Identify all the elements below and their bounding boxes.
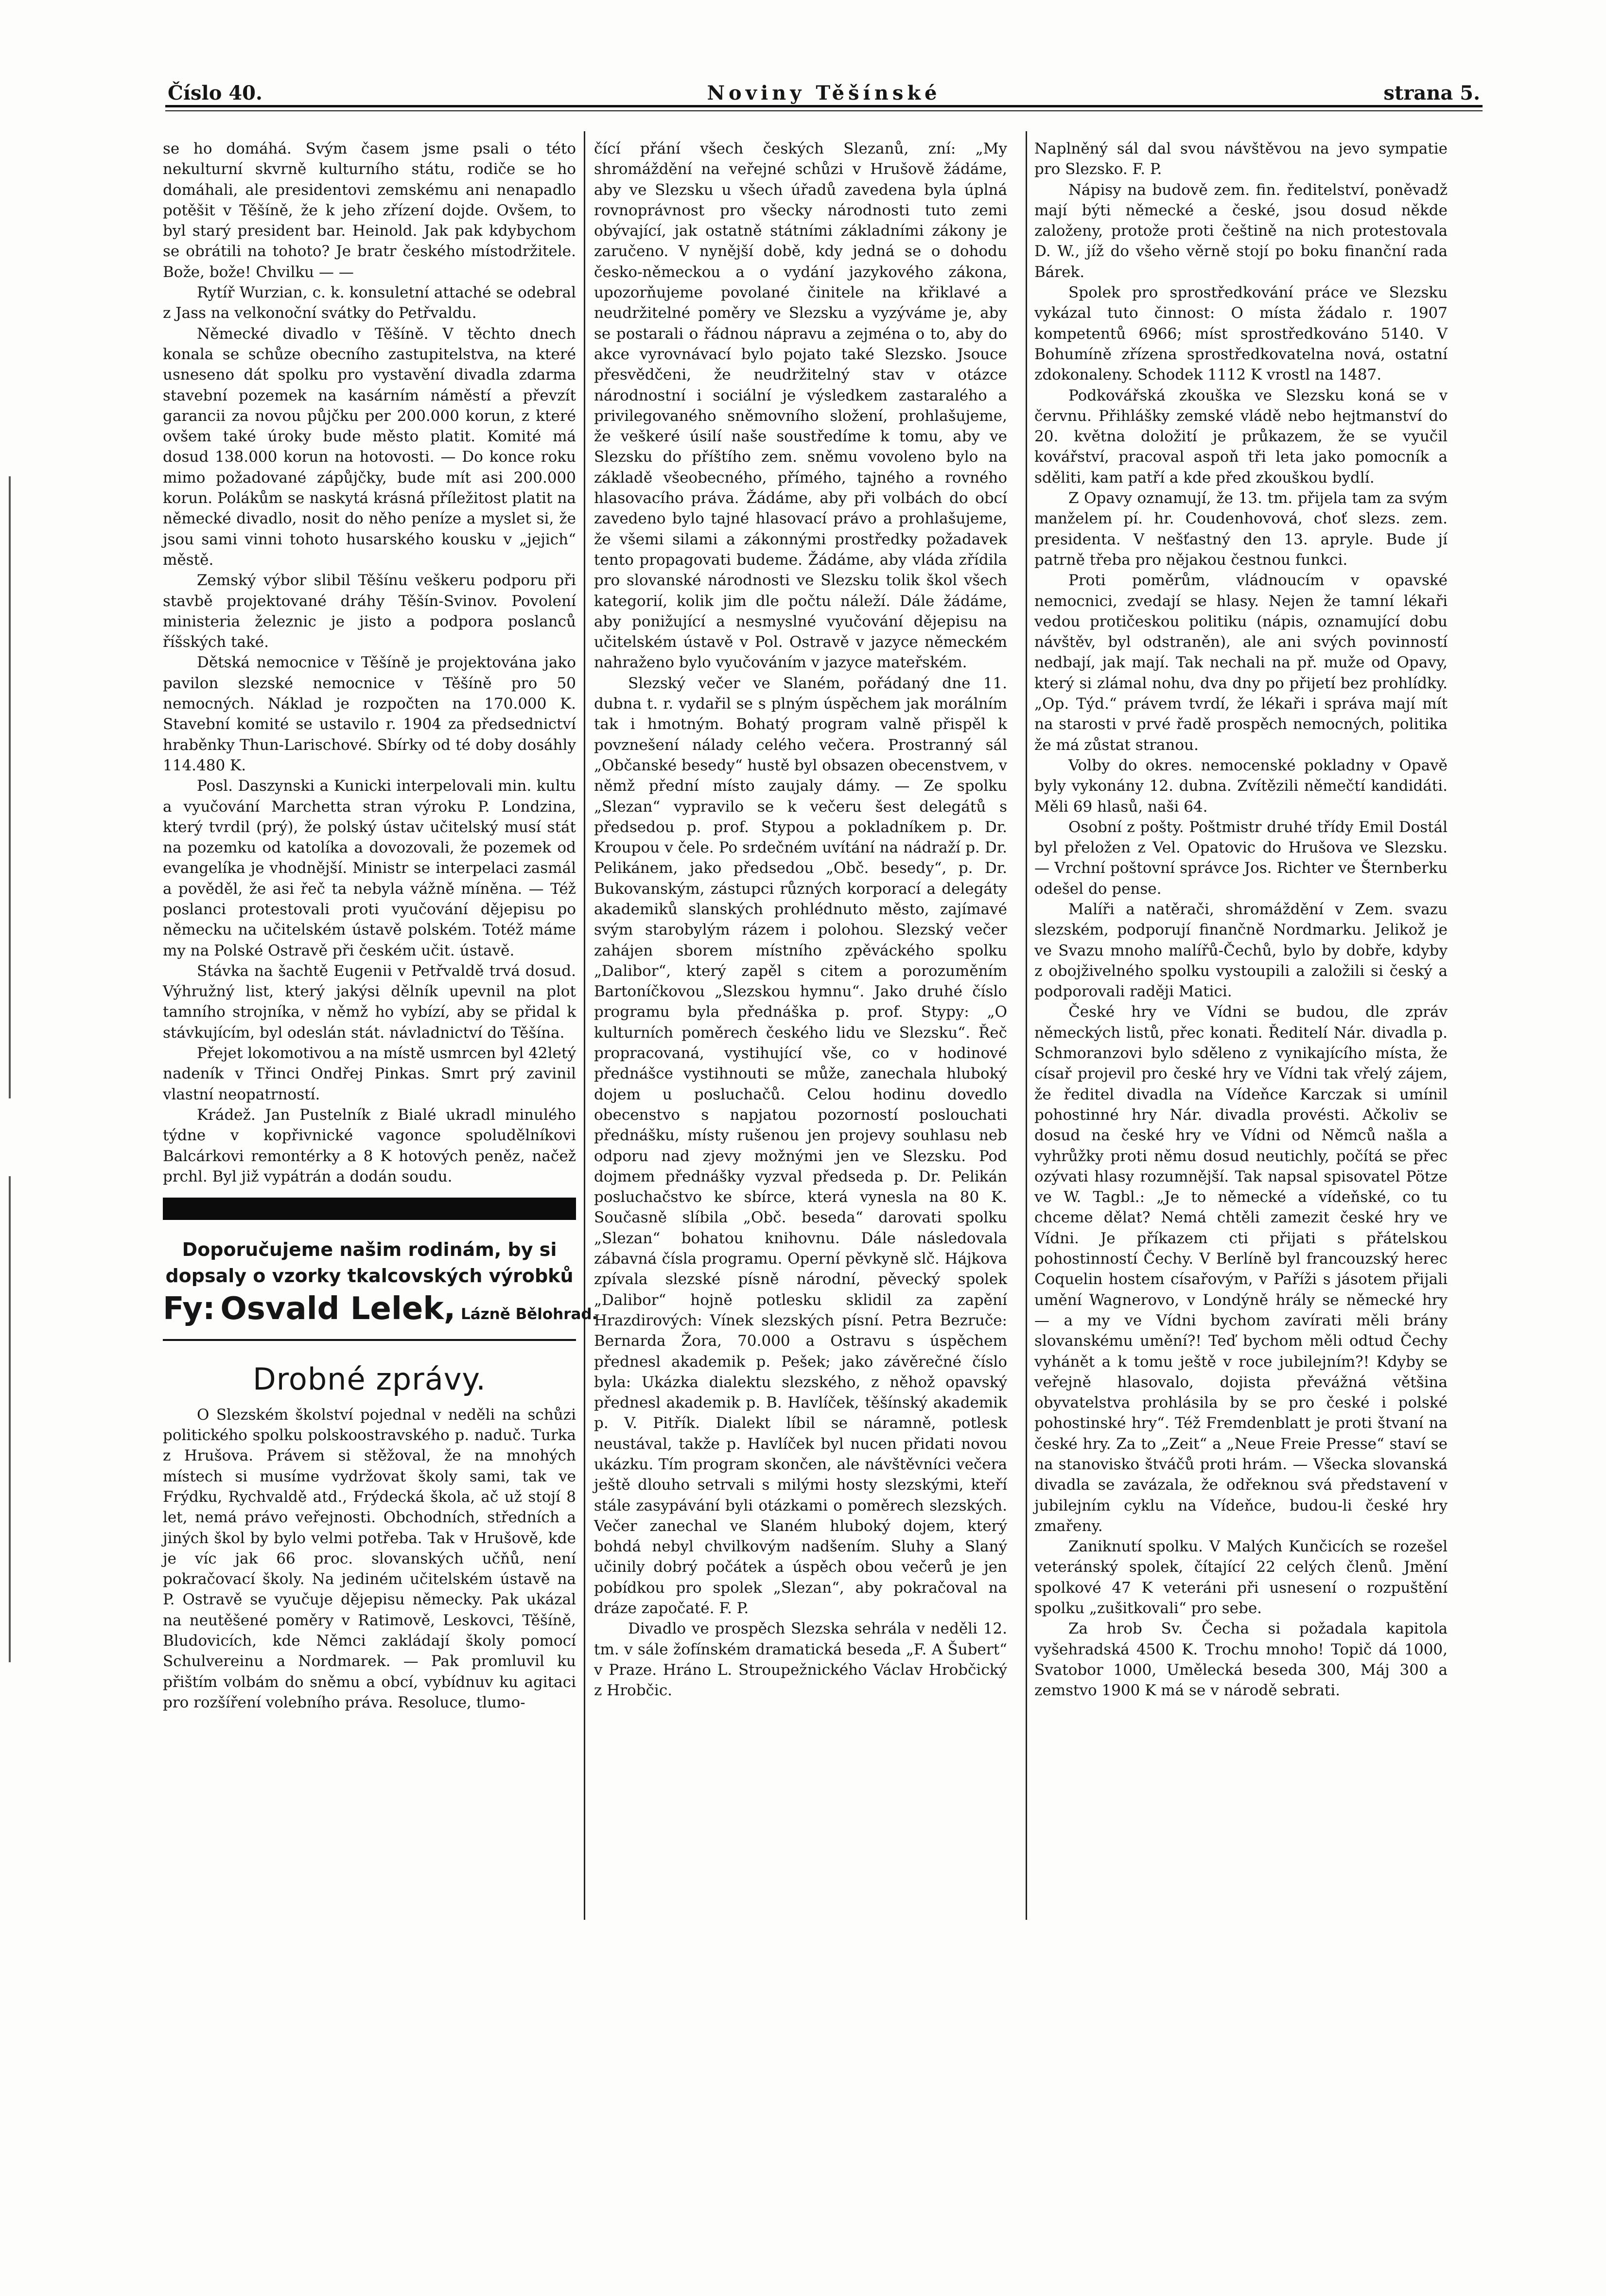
advert-text: Doporučujeme našim rodinám, by si dopsaly o vzorky tkalcovských výrobků <box>165 1239 574 1287</box>
article-paragraph: Zaniknutí spolku. V Malých Kunčicích se rozešel veteránský spolek, čítající 22 celých členů. Jmění spolkové 47 K veteráni při usnesení o rozpuštění spolku „zušitkovali“ pro sebe. <box>1034 1538 1448 1618</box>
article-paragraph: Malíři a natěrači, shromáždění v Zem. svazu slezském, podporují finančně Nordmarku. Jelikož je ve Svazu mnoho malířů-Čechů, bylo by dobře, kdyby z obojživelného spolku vystoupili a založili si český a podporovali raději Matici. <box>1034 900 1448 1001</box>
article-paragraph: Z Opavy oznamují, že 13. tm. přijela tam za svým manželem pí. hr. Coudenhovová, choť slezs. zem. presidenta. V nešťastný den 13. apryle. Bude jí patrně třeba pro nějakou čestnou funkci. <box>1034 489 1448 569</box>
issue-number: Číslo 40. <box>168 82 262 104</box>
article-paragraph: Spolek pro sprostředkování práce ve Slezsku vykázal tuto činnost: O místa žádalo r. 1907 kompetentů 6966; míst sprostředkováno 5140. V Bohumíně zřízena sprostředkovatelna nová, ostatní zdokonaleny. Schodek 1112 K vrostl na 1487. <box>1034 284 1448 384</box>
article-paragraph: Posl. Daszynski a Kunicki interpelovali min. kultu a vyučování Marchetta stran výroku P. Londzina, který tvrdil (prý), že polský ústav učitelský musí stát na pozemku od katolíka a dovozovali, že pozemek od evangelíka je vhodnější. Ministr se interpelaci zasmál a pověděl, že asi řeč ta nebyla vážně míněna. — Též poslanci protestovali proti vyučování dějepisu po německu na učitelském ústavě polském. Totéž máme my na Polské Ostravě při českém učit. ústavě. <box>163 777 576 959</box>
article-paragraph: čící přání všech českých Slezanů, zní: „My shromáždění na veřejné schůzi v Hrušově žádáme, aby ve Slezsku u všech úřadů zavedena byla úplná rovnoprávnost pro všecky národnosti tuto zemi obývající, jak ostatně státními základními zákony je zaručeno. V nynější době, kdy jedná se o dohodu česko-německou a o vydání jazykového zákona, upozorňujeme povolané činitele na křiklavé a neudržitelné poměry ve Slezsku a vyzýváme je, aby se postarali o řádnou nápravu a zejména o to, aby do akce vyrovnávací bylo pojato také Slezsko. Jsouce přesvědčeni, že neudržitelný stav v otázce národnostní i sociální je výsledkem zastaralého a privilegovaného sněmovního složení, prohlašujeme, že veškeré úsilí naše soustředíme k tomu, aby ve Slezsku do příštího zem. sněmu vovoleno bylo na základě všeobecného, přímého, tajného a rovného hlasovacího práva. Žádáme, aby při volbách do obcí zavedeno bylo tajné hlasovací právo a prohlašujeme, že všemi silami a zákonnými prostředky požadavek tento propagovati budeme. Žádáme, aby vláda zřídila pro slovanské národnosti ve Slezsku tolik škol všech kategorií, kolik jim dle počtu náleží. Dále žádáme, aby ponižující a nesmyslné vyučování dějepisu na učitelském ústavě v Pol. Ostravě v jazyce německém nahraženo bylo vyučováním v jazyce mateřském. <box>594 140 1007 672</box>
article-paragraph: Divadlo ve prospěch Slezska sehrála v neděli 12. tm. v sále žofínském dramatická beseda „F. A Šubert“ v Praze. Hráno L. Stroupežnického Václav Hrobčický z Hrobčic. <box>594 1620 1007 1700</box>
scan-edge-mark <box>9 476 11 1098</box>
article-paragraph: Osobní z pošty. Poštmistr druhé třídy Emil Dostál byl přeložen z Vel. Opatovic do Hrušova ve Slezsku. — Vrchní poštovní správce Jos. Richter ve Šternberku odešel do pense. <box>1034 818 1448 898</box>
header-rule <box>165 105 1483 107</box>
column-2 <box>594 139 1007 1701</box>
advert-firm-name: Osvald Lelek, <box>220 1291 456 1327</box>
article-paragraph: Slezský večer ve Slaném, pořádaný dne 11. dubna t. r. vydařil se s plným úspěchem jak morálním tak i hmotným. Bohatý program valně přispěl k povznešení nálady celého večera. Prostranný sál „Občanské besedy“ hustě byl obsazen obecenstvem, v němž přední místo zaujaly dámy. — Ze spolku „Slezan“ vypravilo se k večeru šest delegátů s předsedou p. prof. Stypou a pokladníkem p. Dr. Kroupou v čele. Po srdečném uvítání na nádraží p. Dr. Pelikánem, jako předsedou „Obč. besedy“, p. Dr. Bukovanským, zástupci různých korporací a delegáty akademiků slanských prohlédnuto město, zajímavé svým starobylým rázem i polohou. Slezský večer zahájen sborem místního zpěváckého spolku „Dalibor“, který zapěl s citem a porozuměním Bartoníčkovou „Slezskou hymnu“. Jako druhé číslo programu byla přednáška p. prof. Stypy: „O kulturních poměrech českého lidu ve Slezsku“. Řeč propracovaná, vystihující vše, co v hodinové přednášce vystihnouti se může, zanechala hluboký dojem u posluchačů. Celou hodinu dovedlo obecenstvo s napjatou pozorností poslouchati přednášku, místy rušenou jen projevy souhlasu neb odporu nad zjevy možnými jen ve Slezsku. Pod dojmem přednášky vyzval předseda p. Dr. Pelikán posluchačstvo ke sbírce, která vynesla na 80 K. Současně slíbila „Obč. beseda“ darovati spolku „Slezan“ bohatou knihovnu. Dále následovala zábavná čísla programu. Operní pěvkyně slč. Hájkova zpívala slezské písně národní, pěvecký spolek „Dalibor“ hojně potlesku sklidil za zapění Hrazdirových: Vínek slezských písní. Petra Bezruče: Bernarda Žora, 70.000 a Ostravu s úspěchem přednesl akademik p. Pešek; jako závěrečné číslo byla: Ukázka dialektu slezského, z něhož opavský přednesl akademik p. B. Havlíček, těšínský akademik p. V. Pitřík. Dialekt líbil se náramně, potlesk neustával, takže p. Havlíček byl nucen přidati novou ukázku. Tím program skončen, ale návštěvníci večera ještě dlouho setrvali s milými hosty slezskými, kteří stále zasypávání byli otázkami o poměrech slezských. Večer zanechal ve Slaném hluboký dojem, který bohdá nebyl chvilkovým nadšením. Sluhy a Slaný učinily dobrý počátek a úspěch obou večerů je jen pobídkou pro spolek „Slezan“, aby pokračoval na dráze započaté. F. P. <box>594 674 1007 1618</box>
article-paragraph: se ho domáhá. Svým časem jsme psali o této nekulturní skvrně kulturního státu, rodiče se ho domáhali, ale presidentovi zemskému ani nenapadlo potěšit v Těšíně, že k jeho zřízení dojde. Ovšem, to byl starý president bar. Heinold. Jak pak kdybychom se obrátili na tohoto? Je bratr českého místodržitele. Bože, bože! Chvilku — — <box>163 140 576 281</box>
article-paragraph: Zemský výbor slibil Těšínu veškeru podporu při stavbě projektované dráhy Těšín-Svinov. Povolení ministeria železnic je jisto a podpora poslanců říšských také. <box>163 572 576 651</box>
article-paragraph: Proti poměrům, vládnoucím v opavské nemocnici, zvedají se hlasy. Nejen že tamní lékaři vedou protičeskou politiku (nápis, oznamující dobu návštěv, byl odstraněn), ale ani svých povinností nedbají, jak mají. Tak nechali na př. muže od Opavy, který si zlámal nohu, dva dny po přijetí bez prohlídky. „Op. Týd.“ právem tvrdí, že lékaři i správa mají mít na starosti v prvé řadě prospěch nemocných, politika že má zůstat stranou. <box>1034 572 1448 754</box>
advert-black-bar <box>163 1198 576 1220</box>
article-paragraph: Přejet lokomotivou a na místě usmrcen byl 42letý nadeník v Třinci Ondřej Pinkas. Smrt prý zavinil vlastní neopatrností. <box>163 1044 576 1103</box>
article-paragraph: Stávka na šachtě Eugenii v Petřvaldě trvá dosud. Výhružný list, který jakýsi dělník upevnil na plot tamního strojníka, v němž ho vybízí, aby se přidal k stávkujícím, byl odeslán stát. návladnictví do Těšína. <box>163 962 576 1042</box>
article-paragraph: Za hrob Sv. Čecha si požadala kapitola vyšehradská 4500 K. Trochu mnoho! Topič dá 1000, Svatobor 1000, Umělecká beseda 300, Máj 300 a zemstvo 1900 K má se v národě sebrati. <box>1034 1620 1448 1700</box>
scan-edge-mark <box>9 1176 11 1662</box>
advert-firm-place: Lázně Bělohrad. <box>460 1305 598 1323</box>
article-paragraph: Podkovářská zkouška ve Slezsku koná se v červnu. Přihlášky zemské vládě nebo hejtmanství do 20. května doložití je průkazem, že se vyučil kovářství, pracoval aspoň tři leta jako pomocník a sděliti, kam patří a kde před zkouškou bydlí. <box>1034 386 1448 487</box>
section-rule <box>163 1339 576 1341</box>
newspaper-title: Noviny Těšínské <box>707 82 941 104</box>
section-title: Drobné zprávy. <box>253 1361 486 1397</box>
column-1 <box>163 139 598 1713</box>
article-paragraph: Dětská nemocnice v Těšíně je projektována jako pavilon slezské nemocnice v Těšíně pro 50 nemocných. Náklad je rozpočten na 170.000 K. Stavební komité se ustavilo r. 1904 za předsednictví hraběnky Thun-Larischové. Sbírky od té doby dosáhly 114.480 K. <box>163 654 576 774</box>
column-divider <box>1026 131 1027 1920</box>
advert-firm-prefix: Fy: <box>163 1291 215 1327</box>
article-paragraph: O Slezském školství pojednal v neděli na schůzi politického spolku polskoostravského p. naduč. Turka z Hrušova. Právem si stěžoval, že na mnohých místech si musíme vydržovat školy sami, tak ve Frýdku, Rychvaldě atd., Frýdecká škola, ač už stojí 8 let, nemá právo veřejnosti. Obchodních, středních a jiných škol by bylo velmi potřeba. Tak v Hrušově, kde je víc jak 66 proc. slovanských učňů, není pokračovací školy. Na jediném učitelském ústavě na P. Ostravě se vyučuje dějepisu německy. Pak ukázal na neutěšené poměry v Ratimově, Leskovci, Těšíně, Bludovicích, kde Němci zakládají školy pomocí Schulvereinu a Nordmarek. — Pak promluvil ku přištím volbám do sněmu a obcí, vybídnuv ku agitaci pro rozšíření volebního práva. Resoluce, tlumo- <box>163 1406 576 1711</box>
advert-firm <box>163 1291 598 1327</box>
page-number: strana 5. <box>1383 82 1480 104</box>
article-paragraph: Německé divadlo v Těšíně. V těchto dnech konala se schůze obecního zastupitelstva, na které usneseno dát spolku pro vystavění divadla zdarma stavební pozemek na kasárním náměstí a převzít garancii za novou půjčku per 200.000 korun, z které ovšem také úroky bude město platit. Komité má dosud 138.000 korun na hotovosti. — Do konce roku mimo požadované zápůjčky, bude mít asi 200.000 korun. Polákům se naskytá krásná příležitost platit na německé divadlo, nosit do něho peníze a myslet si, že jsou sami vinni tohoto husarského kousku v „jejich“ městě. <box>163 325 576 569</box>
article-paragraph: Krádež. Jan Pustelník z Bialé ukradl minulého týdne v kopřivnické vagonce spoludělníkovi Balcárkovi remontérky a 8 K hotových peněz, načež prchl. Byl již vypátrán a dodán soudu. <box>163 1106 576 1185</box>
article-paragraph: Rytíř Wurzian, c. k. konsuletní attaché se odebral z Jass na velkonoční svátky do Petřvaldu. <box>163 284 576 322</box>
article-paragraph: České hry ve Vídni se budou, dle zpráv německých listů, přec konati. Ředitelí Nár. divadla p. Schmoranzovi bylo sděleno z vynikajícího místa, že císař projevil pro české hry ve Vídni tak vřelý zájem, že ředitel divadla na Vídeňce Karczak si umínil pohostinné hry Nár. divadla provésti. Ačkoliv se dosud na české hry ve Vídni od Němců našla a vyhrůžky proti němu dosud neutichly, počítá se přec ozývati hlasy rozumnější. Tak napsal spisovatel Pötze ve W. Tagbl.: „Je to německé a vídeňské, co tu chceme dělat? Nemá chtěli zamezit české hry ve Vídni. Je příkazem cti přijati s přátelskou pohostinností Čechy. V Berlíně byl francouzský herec Coquelin hostem císařovým, v Paříži s jásotem přijali umění Wagnerovo, v Londýně hrály se německé hry — a my ve Vídni bychom zavírati měli brány slovanskému umění?! Teď bychom měli odtud Čechy vyhánět a k tomu ještě v roce jubilejním?! Kdyby se veřejně hlasovalo, dojista převážná většina obyvatelstva prohlásila by se pro české i polské pohostinské hry“. Též Fremdenblatt je proti štvaní na české hry. Za to „Zeit“ a „Neue Freie Presse“ staví se na stanovisko štváčů proti hrám. — Všecka slovanská divadla se zavázala, že odřeknou svá představení v jubilejním cyklu na Vídeňce, budou-li české hry zmařeny. <box>1034 1003 1448 1535</box>
column-3 <box>1034 139 1448 1701</box>
header-rule-thin <box>165 110 1483 111</box>
article-paragraph: Nápisy na budově zem. fin. ředitelství, poněvadž mají býti německé a české, jsou dosud někde založeny, protože proti češtině na nich protestovala D. W., jíž do všeho věrně stojí po boku finanční rada Bárek. <box>1034 181 1448 281</box>
article-paragraph: Naplněný sál dal svou návštěvou na jevo sympatie pro Slezsko. F. P. <box>1034 140 1448 178</box>
column-divider <box>584 131 585 1920</box>
article-paragraph: Volby do okres. nemocenské pokladny v Opavě byly vykonány 12. dubna. Zvítězili němečtí kandidáti. Měli 69 hlasů, naši 64. <box>1034 756 1448 816</box>
